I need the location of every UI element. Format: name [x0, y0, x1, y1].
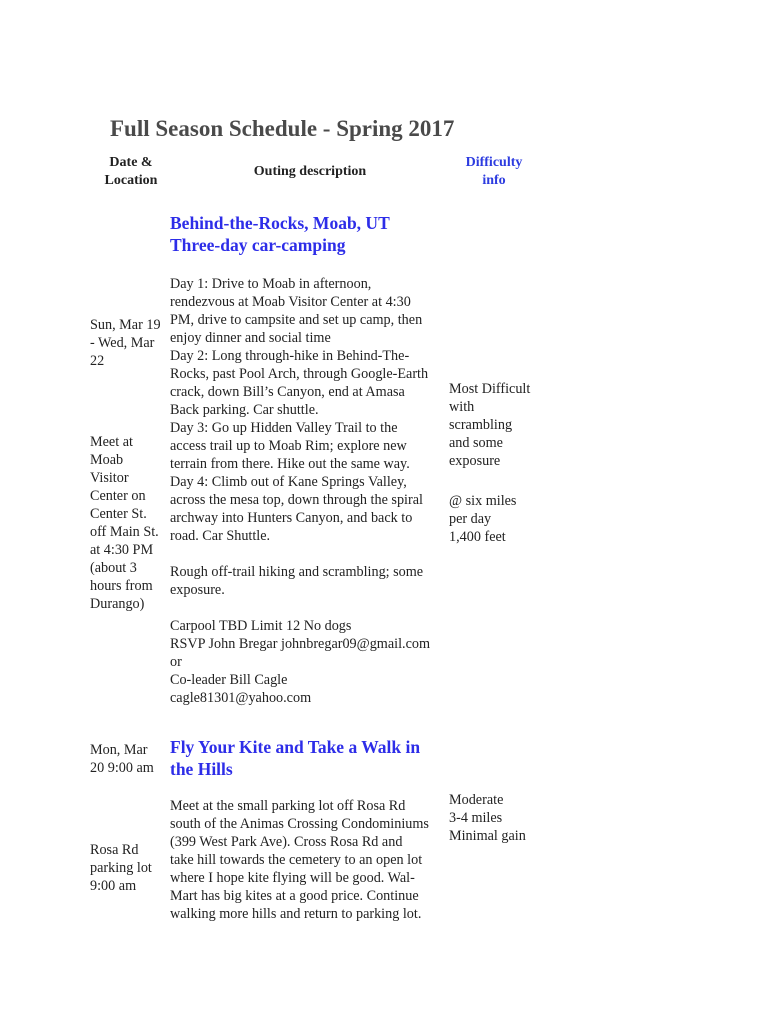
- meet-line: hours from: [90, 578, 153, 594]
- terrain-line: Rough off-trail hiking and scrambling; some: [170, 564, 424, 580]
- description-line: where I hope kite flying will be good. Wal-: [170, 870, 415, 886]
- description-line: Meet at the small parking lot off Rosa Rd: [170, 798, 406, 814]
- date-location-header: [92, 154, 170, 190]
- outing-1-distance: [449, 492, 559, 546]
- meet-line: Center St.: [90, 506, 147, 522]
- date-header-line: Date &: [109, 155, 153, 170]
- outing-1-subtitle-line[interactable]: Three-day car-camping: [170, 235, 346, 255]
- difficulty-line: scrambling: [449, 417, 513, 433]
- outing-2-title-line[interactable]: the Hills: [170, 759, 233, 779]
- meet-line: Center on: [90, 488, 146, 504]
- meet-line: Rosa Rd: [90, 842, 139, 858]
- description-line: south of the Animas Crossing Condominiums: [170, 816, 429, 832]
- description-line: Mart has big kites at a good price. Continue: [170, 888, 419, 904]
- carpool-line: or: [170, 654, 182, 670]
- description-line: terrain from there. Hike out the same way.: [170, 456, 410, 472]
- meet-line: 9:00 am: [90, 878, 137, 894]
- outing-1-difficulty: [449, 380, 559, 470]
- description-line: archway into Hunters Canyon, and back to: [170, 510, 413, 526]
- outing-1-date: [90, 316, 170, 370]
- difficulty-line: exposure: [449, 453, 501, 469]
- meet-line: at 4:30 PM: [90, 542, 154, 558]
- coleader-line: Co-leader Bill Cagle: [170, 672, 288, 688]
- meet-line: parking lot: [90, 860, 152, 876]
- difficulty-info-header[interactable]: [446, 154, 542, 190]
- description-line: Day 2: Long through-hike in Behind-The-: [170, 348, 410, 364]
- meet-line: Durango): [90, 596, 145, 612]
- description-line: Day 4: Climb out of Kane Springs Valley,: [170, 474, 407, 490]
- date-line: 20 9:00 am: [90, 760, 154, 776]
- description-line: access trail up to Moab Rim; explore new: [170, 438, 407, 454]
- description-line: Day 1: Drive to Moab in afternoon,: [170, 276, 372, 292]
- description-line: PM, drive to campsite and set up camp, then: [170, 312, 423, 328]
- description-line: rendezvous at Moab Visitor Center at 4:30: [170, 294, 411, 310]
- distance-line: @ six miles: [449, 493, 517, 509]
- outing-2-difficulty: [449, 791, 559, 845]
- description-line: enjoy dinner and social time: [170, 330, 331, 346]
- difficulty-line: with: [449, 399, 475, 415]
- distance-line: 3-4 miles: [449, 810, 503, 826]
- outing-2-title[interactable]: [170, 736, 448, 780]
- outing-description-header: Outing description: [253, 164, 367, 179]
- terrain-line: exposure.: [170, 582, 225, 598]
- rsvp-line: RSVP John Bregar johnbregar09@gmail.com: [170, 636, 430, 652]
- outing-2-description: [170, 797, 448, 923]
- outing-2-meeting-location: [90, 841, 170, 895]
- difficulty-line: and some: [449, 435, 503, 451]
- elevation-line: Minimal gain: [449, 828, 526, 844]
- outing-1-title-line[interactable]: Behind-the-Rocks, Moab, UT: [170, 213, 390, 233]
- description-line: Rocks, past Pool Arch, through Google-Earth: [170, 366, 429, 382]
- meet-line: (about 3: [90, 560, 137, 576]
- carpool-line: Carpool TBD Limit 12 No dogs: [170, 618, 352, 634]
- outing-1-meeting-location: [90, 433, 170, 613]
- date-line: 22: [90, 353, 105, 369]
- elevation-line: 1,400 feet: [449, 529, 506, 545]
- meet-line: off Main St.: [90, 524, 159, 540]
- location-header-line: Location: [104, 173, 158, 188]
- outing-1-title[interactable]: [170, 212, 448, 256]
- date-line: Sun, Mar 19: [90, 317, 161, 333]
- difficulty-line: Most Difficult: [449, 381, 531, 397]
- outing-2-title-line[interactable]: Fly Your Kite and Take a Walk in: [170, 737, 421, 757]
- description-line: walking more hills and return to parking lot.: [170, 906, 422, 922]
- description-line: take hill towards the cemetery to an open lot: [170, 852, 423, 868]
- description-line: Back parking. Car shuttle.: [170, 402, 319, 418]
- description-line: (399 West Park Ave). Cross Rosa Rd and: [170, 834, 403, 850]
- info-header-line[interactable]: info: [482, 173, 506, 188]
- date-line: Mon, Mar: [90, 742, 148, 758]
- outing-2-date: [90, 741, 170, 777]
- meet-line: Moab: [90, 452, 124, 468]
- description-line: Day 3: Go up Hidden Valley Trail to the: [170, 420, 398, 436]
- coleader-email: cagle81301@yahoo.com: [170, 690, 312, 706]
- description-line: road. Car Shuttle.: [170, 528, 271, 544]
- page-title: Full Season Schedule - Spring 2017: [110, 116, 455, 141]
- meet-line: Visitor: [90, 470, 129, 486]
- description-line: crack, down Bill’s Canyon, end at Amasa: [170, 384, 405, 400]
- distance-line: per day: [449, 511, 492, 527]
- description-line: across the mesa top, down through the spiral: [170, 492, 423, 508]
- meet-line: Meet at: [90, 434, 133, 450]
- date-line: - Wed, Mar: [90, 335, 155, 351]
- difficulty-header-line[interactable]: Difficulty: [465, 155, 523, 170]
- outing-1-description: [170, 275, 448, 707]
- difficulty-line: Moderate: [449, 792, 504, 808]
